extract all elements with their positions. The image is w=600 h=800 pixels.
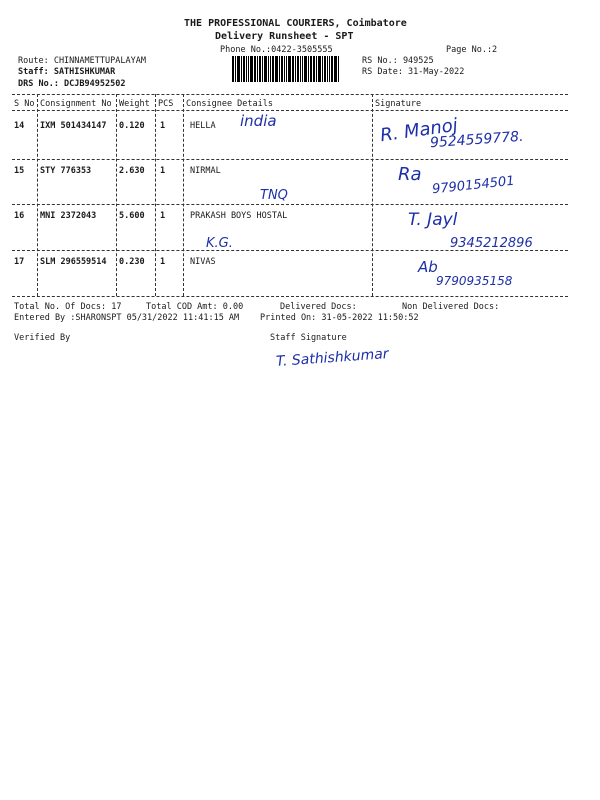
handwritten-note: K.G. — [206, 236, 233, 251]
total-docs: Total No. Of Docs: 17 — [14, 302, 122, 312]
verified-by: Verified By — [14, 333, 71, 343]
table-header-rule — [12, 110, 568, 111]
cell-consignee: NIRMAL — [190, 166, 221, 176]
column-divider — [37, 94, 38, 296]
non-delivered-docs: Non Delivered Docs: — [402, 302, 500, 312]
cell-pcs: 1 — [160, 211, 166, 221]
table-top-rule — [12, 94, 568, 95]
cell-consignment: SLM 296559514 — [40, 257, 107, 267]
barcode — [232, 56, 352, 82]
cell-sno: 16 — [14, 211, 25, 221]
cell-consignment: MNI 2372043 — [40, 211, 97, 221]
cell-consignee: PRAKASH BOYS HOSTAL — [190, 211, 288, 221]
staff-signature: T. Sathishkumar — [275, 346, 390, 370]
delivered-docs: Delivered Docs: — [280, 302, 357, 312]
handwritten-signature: T. Jayl — [408, 210, 458, 230]
cell-pcs: 1 — [160, 257, 166, 267]
handwritten-phone: 9345212896 — [450, 236, 533, 251]
handwritten-signature: R. Manoj — [378, 114, 460, 147]
drs-number: DRS No.: DCJB94952502 — [18, 79, 126, 89]
handwritten-note: TNQ — [260, 188, 288, 203]
cell-weight: 0.230 — [119, 257, 145, 267]
cell-weight: 2.630 — [119, 166, 145, 176]
staff-name: Staff: SATHISHKUMAR — [18, 67, 116, 77]
phone-number: Phone No.:0422-3505555 — [220, 45, 333, 55]
handwritten-note: india — [240, 112, 277, 130]
table-bottom-rule — [12, 296, 568, 297]
staff-signature-label: Staff Signature — [270, 333, 347, 343]
cell-consignment: STY 776353 — [40, 166, 92, 176]
column-divider — [116, 94, 117, 296]
cell-weight: 5.600 — [119, 211, 145, 221]
runsheet-title: Delivery Runsheet - SPT — [215, 31, 354, 42]
entered-by: Entered By :SHARONSPT 05/31/2022 11:41:15 AM — [14, 313, 240, 323]
column-divider — [372, 94, 373, 296]
rs-number: RS No.: 949525 — [362, 56, 434, 66]
handwritten-phone: 9790154501 — [431, 173, 516, 198]
column-divider — [183, 94, 184, 296]
cell-sno: 14 — [14, 121, 25, 131]
col-header-consignee: Consignee Details — [186, 99, 273, 109]
col-header-weight: Weight — [119, 99, 150, 109]
col-header-signature: Signature — [375, 99, 422, 109]
handwritten-phone: 9524559778. — [429, 128, 524, 152]
handwritten-phone: 9790935158 — [436, 274, 513, 288]
column-divider — [155, 94, 156, 296]
row-divider — [12, 159, 568, 160]
company-name: THE PROFESSIONAL COURIERS, Coimbatore — [184, 18, 407, 29]
printed-on: Printed On: 31-05-2022 11:50:52 — [260, 313, 419, 323]
row-divider — [12, 204, 568, 205]
cell-weight: 0.120 — [119, 121, 145, 131]
col-header-pcs: PCS — [158, 99, 174, 109]
total-cod-amount: Total COD Amt: 0.00 — [146, 302, 244, 312]
col-header-consignment: Consignment No — [40, 99, 112, 109]
rs-date: RS Date: 31-May-2022 — [362, 67, 465, 77]
handwritten-signature: Ra — [398, 164, 422, 185]
page-number: Page No.:2 — [446, 45, 498, 55]
col-header-sno: S No — [14, 99, 35, 109]
cell-consignee: HELLA — [190, 121, 216, 131]
cell-sno: 15 — [14, 166, 25, 176]
cell-sno: 17 — [14, 257, 25, 267]
cell-pcs: 1 — [160, 121, 166, 131]
cell-consignment: IXM 501434147 — [40, 121, 107, 131]
cell-pcs: 1 — [160, 166, 166, 176]
cell-consignee: NIVAS — [190, 257, 216, 267]
handwritten-signature: Ab — [418, 258, 438, 276]
route: Route: CHINNAMETTUPALAYAM — [18, 56, 146, 66]
